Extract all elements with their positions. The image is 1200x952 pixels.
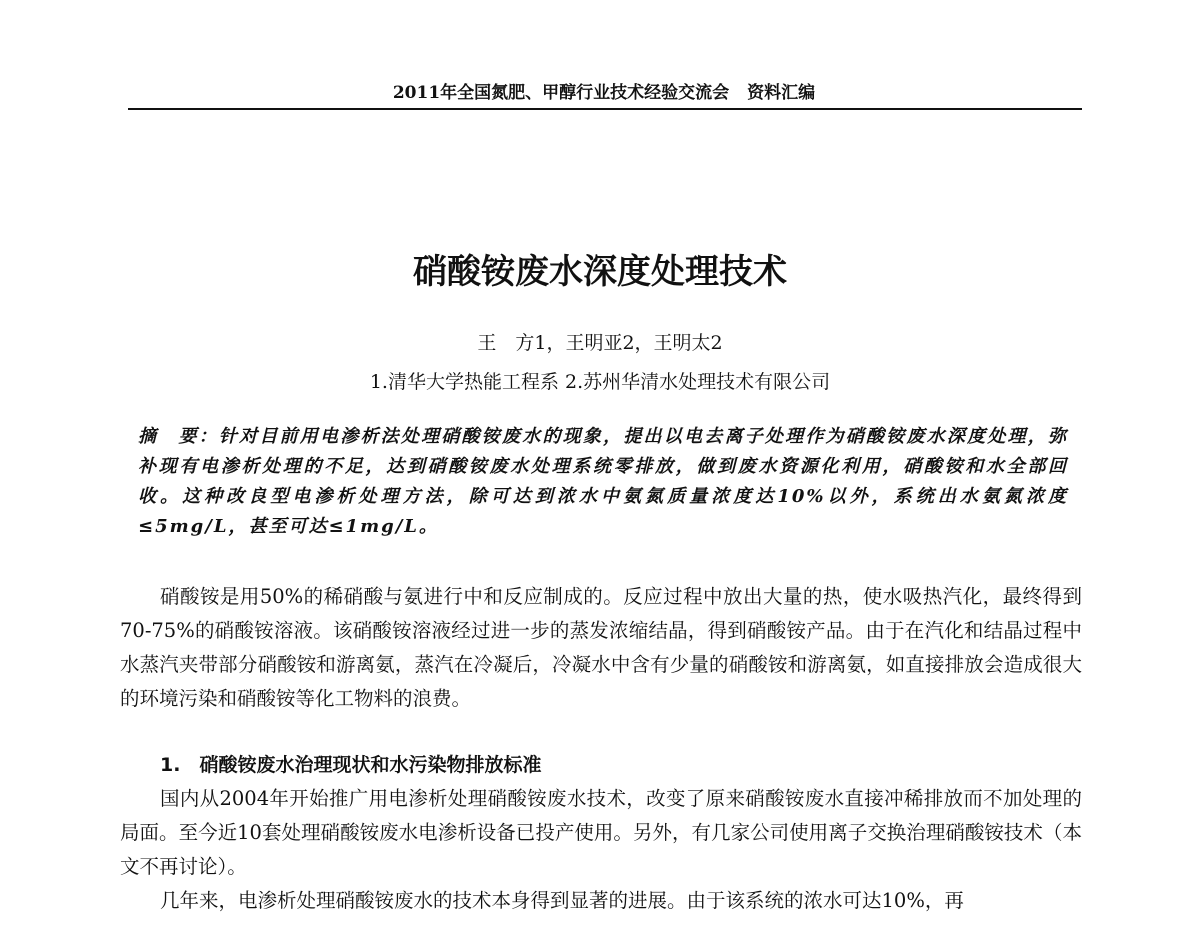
abstract-text: 针对目前用电渗析法处理硝酸铵废水的现象，提出以电去离子处理作为硝酸铵废水深度处理，弥补现有电渗析处理的不足，达到硝酸铵废水处理系统零排放，做到废水资源化利用，硝酸铵和水全部回收。这种改良型电渗析处理方法，除可达到浓水中氨氮质量浓度达10%以外，系统出水氨氮浓度≤5mg/L，甚至可达≤1mg/L。 xyxy=(138,426,1068,537)
authors: 王 方1，王明亚2，王明太2 xyxy=(477,332,723,354)
abstract-label: 摘 要： xyxy=(138,426,219,447)
paragraph-intro: 硝酸铵是用50%的稀硝酸与氨进行中和反应制成的。反应过程中放出大量的热，使水吸热汽化，最终得到70-75%的硝酸铵溶液。该硝酸铵溶液经过进一步的蒸发浓缩结晶，得到硝酸铵产品。由于在汽化和结晶过程中水蒸汽夹带部分硝酸铵和游离氨，蒸汽在冷凝后，冷凝水中含有少量的硝酸铵和游离氨，如直接排放会造成很大的环境污染和硝酸铵等化工物料的浪费。 xyxy=(120,585,1082,710)
conference-name: 2011年全国氮肥、甲醇行业技术经验交流会 xyxy=(392,83,730,103)
header-rule xyxy=(128,108,1082,110)
paper-title: 硝酸铵废水深度处理技术 xyxy=(413,252,787,292)
section-heading-1: 1. 硝酸铵废水治理现状和水污染物排放标准 xyxy=(160,754,542,776)
running-header xyxy=(128,78,1080,103)
affiliation: 1.清华大学热能工程系 2.苏州华清水处理技术有限公司 xyxy=(369,371,831,393)
volume-name: 资料汇编 xyxy=(747,83,816,103)
paragraph-progress: 几年来，电渗析处理硝酸铵废水的技术本身得到显著的进展。由于该系统的浓水可达10%，再 xyxy=(160,889,964,912)
paragraph-status: 国内从2004年开始推广用电渗析处理硝酸铵废水技术，改变了原来硝酸铵废水直接冲稀排放而不加处理的局面。至今近10套处理硝酸铵废水电渗析设备已投产使用。另外，有几家公司使用离子交换治理硝酸铵技术（本文不再讨论）。 xyxy=(120,787,1082,878)
abstract xyxy=(138,422,1068,542)
